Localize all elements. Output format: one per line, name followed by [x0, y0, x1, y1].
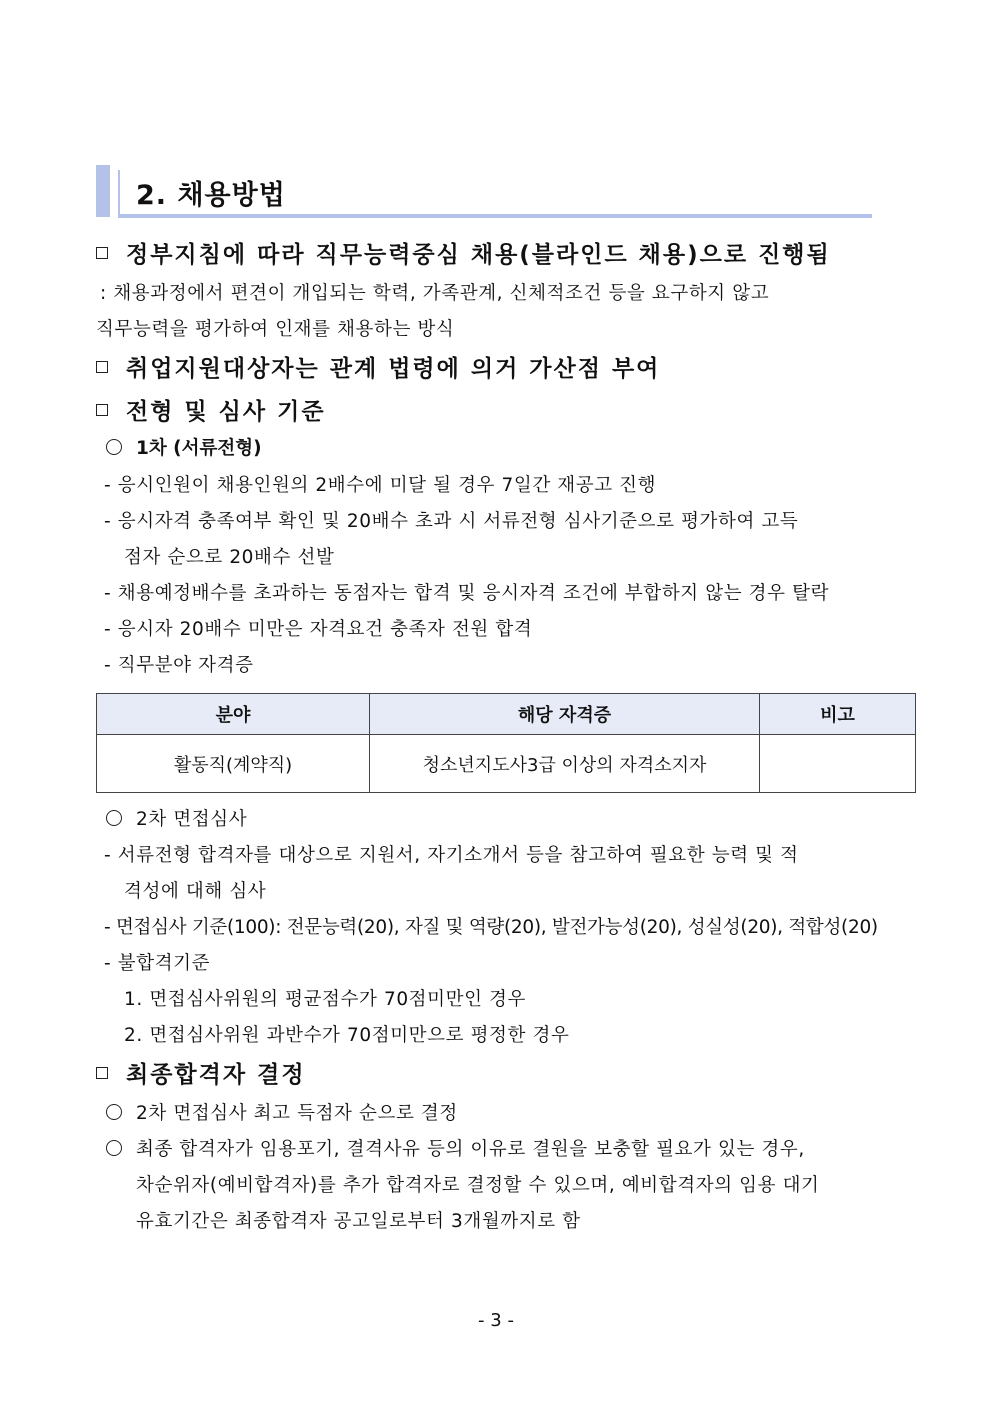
- stage2-numbered-1: 1. 면접심사위원의 평균점수가 70점미만인 경우: [124, 989, 526, 1010]
- heading-text: 전형 및 심사 기준: [126, 399, 326, 425]
- table-header-cell: 분야: [97, 694, 370, 735]
- table-cell: [760, 735, 916, 793]
- stage1-bullet-2a: - 응시자격 충족여부 확인 및 20배수 초과 시 서류전형 심사기준으로 평가하여 고득: [104, 511, 799, 532]
- stage2-title: [106, 805, 247, 831]
- circle-bullet-icon: [106, 439, 122, 455]
- checkbox-bullet-icon: [96, 361, 108, 373]
- stage1-bullet-5: - 직무분야 자격증: [104, 655, 254, 676]
- stage1-bullet-3: - 채용예정배수를 초과하는 동점자는 합격 및 응시자격 조건에 부합하지 않는 경우 탈락: [104, 583, 830, 604]
- section-underline: [118, 214, 872, 218]
- final-item-text: 최종 합격자가 임용포기, 결격사유 등의 이유로 결원을 보충할 필요가 있는 경우,: [136, 1139, 805, 1160]
- section-accent-bar: [96, 165, 110, 217]
- heading-text: 취업지원대상자는 관계 법령에 의거 가산점 부여: [126, 356, 661, 382]
- section-title: 2. 채용방법: [136, 180, 286, 211]
- heading-criteria: [96, 393, 326, 426]
- final-item-2-cont-1: 차순위자(예비합격자)를 추가 합격자로 결정할 수 있으며, 예비합격자의 임용 대기: [136, 1175, 820, 1196]
- final-item-2: [106, 1135, 805, 1161]
- heading-final: [96, 1056, 306, 1089]
- table-cell: 활동직(계약직): [97, 735, 370, 793]
- page-number: - 3 -: [478, 1310, 514, 1331]
- stage2-bullet-3: - 불합격기준: [104, 953, 211, 974]
- table-row: [97, 735, 916, 793]
- circle-bullet-icon: [106, 1140, 122, 1156]
- section-header: [96, 165, 872, 219]
- stage1-title: [106, 434, 262, 460]
- stage2-bullet-1a: - 서류전형 합격자를 대상으로 지원서, 자기소개서 등을 참고하여 필요한 능력 및 적: [104, 845, 799, 866]
- stage2-bullet-1b: 격성에 대해 심사: [124, 881, 267, 902]
- guideline-desc-2: 직무능력을 평가하여 인재를 채용하는 방식: [96, 319, 455, 340]
- heading-bonus: [96, 350, 660, 383]
- checkbox-bullet-icon: [96, 404, 108, 416]
- guideline-desc-1: : 채용과정에서 편견이 개입되는 학력, 가족관계, 신체적조건 등을 요구하지 않고: [100, 283, 770, 304]
- stage1-bullet-1: - 응시인원이 채용인원의 2배수에 미달 될 경우 7일간 재공고 진행: [104, 475, 657, 496]
- table-header-cell: 비고: [760, 694, 916, 735]
- heading-text: 최종합격자 결정: [126, 1062, 306, 1088]
- certificate-table: [96, 693, 916, 793]
- final-item-2-cont-2: 유효기간은 최종합격자 공고일로부터 3개월까지로 함: [136, 1211, 581, 1232]
- checkbox-bullet-icon: [96, 1067, 108, 1079]
- final-item-text: 2차 면접심사 최고 득점자 순으로 결정: [136, 1103, 458, 1124]
- heading-guideline: [96, 236, 831, 269]
- stage2-bullet-2: - 면접심사 기준(100): 전문능력(20), 자질 및 역량(20), 발전가능성(20), 성실성(20), 적합성(20): [104, 917, 878, 938]
- stage2-numbered-2: 2. 면접심사위원 과반수가 70점미만으로 평정한 경우: [124, 1025, 570, 1046]
- stage2-title-text: 2차 면접심사: [136, 809, 248, 830]
- circle-bullet-icon: [106, 810, 122, 826]
- stage1-bullet-2b: 점자 순으로 20배수 선발: [124, 547, 335, 568]
- section-divider-line: [118, 170, 120, 216]
- heading-text: 정부지침에 따라 직무능력중심 채용(블라인드 채용)으로 진행됨: [126, 242, 831, 268]
- stage1-bullet-4: - 응시자 20배수 미만은 자격요건 충족자 전원 합격: [104, 619, 533, 640]
- table-header-cell: 해당 자격증: [370, 694, 760, 735]
- final-item-1: [106, 1099, 458, 1125]
- stage1-title-text: 1차 (서류전형): [136, 438, 262, 459]
- checkbox-bullet-icon: [96, 247, 108, 259]
- table-header-row: [97, 694, 916, 735]
- table-cell: 청소년지도사3급 이상의 자격소지자: [370, 735, 760, 793]
- circle-bullet-icon: [106, 1104, 122, 1120]
